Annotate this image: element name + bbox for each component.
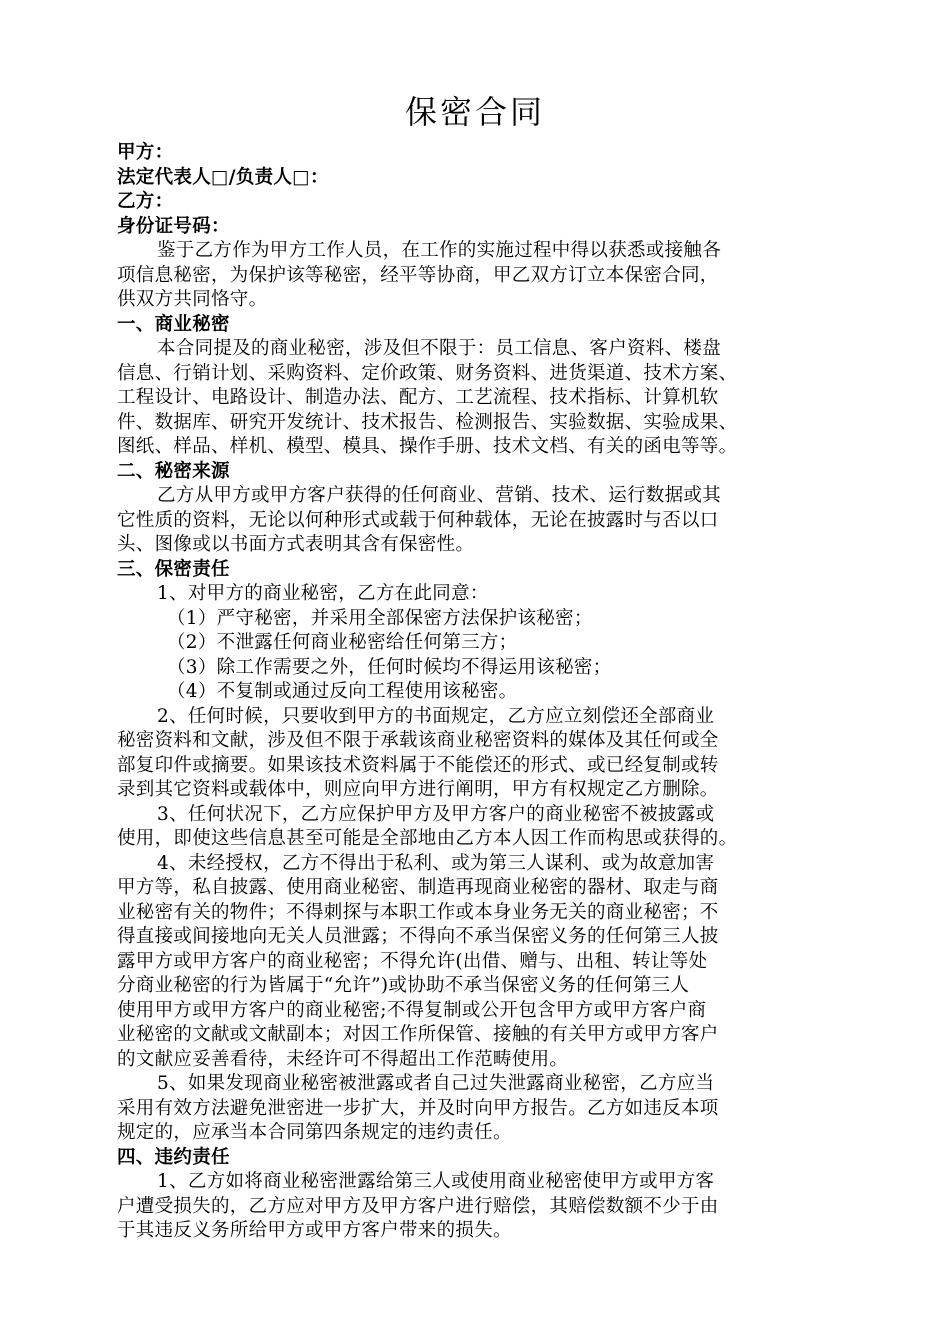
document-body (117, 141, 847, 1244)
clause-1: 1、对甲方的商业秘密，乙方在此同意： (157, 583, 489, 604)
paragraph-line: 乙方从甲方或甲方客户获得的任何商业、营销、技术、运行数据或其 (157, 485, 722, 506)
paragraph-line: 工程设计、电路设计、制造办法、配方、工艺流程、技术指标、计算机软 (117, 387, 719, 408)
clause-2-line: 录到其它资料或载体中，则应向甲方进行阐明，甲方有权规定乙方删除。 (117, 779, 719, 800)
clause-4-line: 业秘密的文献或文献副本；对因工作所保管、接触的有关甲方或甲方客户 (117, 1024, 719, 1045)
clause-4-line: 4、未经授权，乙方不得出于私利、或为第三人谋利、或为故意加害 (157, 852, 715, 874)
clause-2-line: 部复印件或摘要。如果该技术资料属于不能偿还的形式、或已经复制或转 (117, 754, 719, 776)
paragraph-line: 信息、行销计划、采购资料、定价政策、财务资料、进货渠道、技术方案、 (117, 362, 738, 384)
clause-4-line: 分商业秘密的行为皆属于“允许”)或协助不承当保密义务的任何第三人 (117, 975, 690, 996)
paragraph-line: 本合同提及的商业秘密，涉及但不限于：员工信息、客户资料、楼盘 (157, 338, 722, 359)
section-heading-liability: 四、违约责任 (117, 1146, 230, 1168)
clause-4-line: 的文献应妥善看待，未经许可不得超出工作范畴使用。 (117, 1048, 569, 1070)
sub-clause: （2）不泄露任何商业秘密给任何第三方； (167, 632, 518, 653)
document-title: 保密合同 (404, 93, 545, 131)
clause-3-line: 使用，即使这些信息甚至可能是全部地由乙方本人因工作而构思或获得的。 (117, 828, 738, 849)
clause-5-line: 5、如果发现商业秘密被泄露或者自己过失泄露商业秘密，乙方应当 (157, 1073, 715, 1094)
clause-4-line: 使用甲方或甲方客户的商业秘密;不得复制或公开包含甲方或甲方客户商 (117, 999, 707, 1021)
clause-4-line: 甲方等，私自披露、使用商业秘密、制造再现商业秘密的器材、取走与商 (117, 877, 719, 898)
preamble-line: 供双方共同恪守。 (117, 289, 268, 310)
clause-3-line: 3、任何状况下，乙方应保护甲方及甲方客户的商业秘密不被披露或 (157, 803, 715, 825)
paragraph-line: 头、图像或以书面方式表明其含有保密性。 (117, 534, 475, 555)
sub-clause: （1）严守秘密，并采用全部保密方法保护该秘密； (167, 607, 593, 629)
clause-4-line: 得直接或间接地向无关人员泄露；不得向不承当保密义务的任何第三人披 (117, 926, 719, 947)
preamble-line: 鉴于乙方作为甲方工作人员，在工作的实施过程中得以获悉或接触各 (157, 240, 722, 261)
id-number-label: 身份证号码： (117, 215, 230, 237)
party-b-label: 乙方： (117, 191, 174, 212)
paragraph-line: 于其违反义务所给甲方或甲方客户带来的损失。 (117, 1220, 512, 1241)
paragraph-line: 1、乙方如将商业秘密泄露给第三人或使用商业秘密使甲方或甲方客 (157, 1171, 715, 1192)
section-heading-trade-secrets: 一、商业秘密 (117, 313, 230, 335)
preamble-line: 项信息秘密，为保护该等秘密，经平等协商，甲乙双方订立本保密合同， (117, 264, 719, 286)
clause-5-line: 规定的，应承当本合同第四条规定的违约责任。 (117, 1122, 512, 1143)
paragraph-line: 它性质的资料，无论以何种形式或载于何种载体，无论在披露时与否以口 (117, 509, 719, 531)
clause-4-line: 露甲方或甲方客户的商业秘密；不得允许(出借、赠与、出租、转让等处 (117, 950, 708, 972)
clause-4-line: 业秘密有关的物件；不得刺探与本职工作或本身业务无关的商业秘密；不 (117, 901, 719, 923)
paragraph-line: 件、数据库、研究开发统计、技术报告、检测报告、实验数据、实验成果、 (117, 411, 738, 433)
paragraph-line: 图纸、样品、样机、模型、模具、操作手册、技术文档、有关的函电等等。 (117, 436, 738, 457)
clause-2-line: 秘密资料和文献，涉及但不限于承载该商业秘密资料的媒体及其任何或全 (117, 730, 719, 751)
section-heading-confidentiality: 三、保密责任 (117, 558, 230, 580)
clause-2-line: 2、任何时候，只要收到甲方的书面规定，乙方应立刻偿还全部商业 (157, 705, 715, 727)
party-a-label: 甲方： (117, 142, 174, 163)
paragraph-line: 户遭受损失的，乙方应对甲方及甲方客户进行赔偿，其赔偿数额不少于由 (117, 1195, 719, 1217)
legal-rep-label: 法定代表人□/负责人□： (117, 166, 329, 188)
clause-5-line: 采用有效方法避免泄密进一步扩大，并及时向甲方报告。乙方如违反本项 (117, 1097, 719, 1119)
section-heading-secret-source: 二、秘密来源 (117, 460, 230, 482)
sub-clause: （3）除工作需要之外，任何时候均不得运用该秘密； (167, 656, 612, 678)
sub-clause: （4）不复制或通过反向工程使用该秘密。 (167, 681, 518, 702)
